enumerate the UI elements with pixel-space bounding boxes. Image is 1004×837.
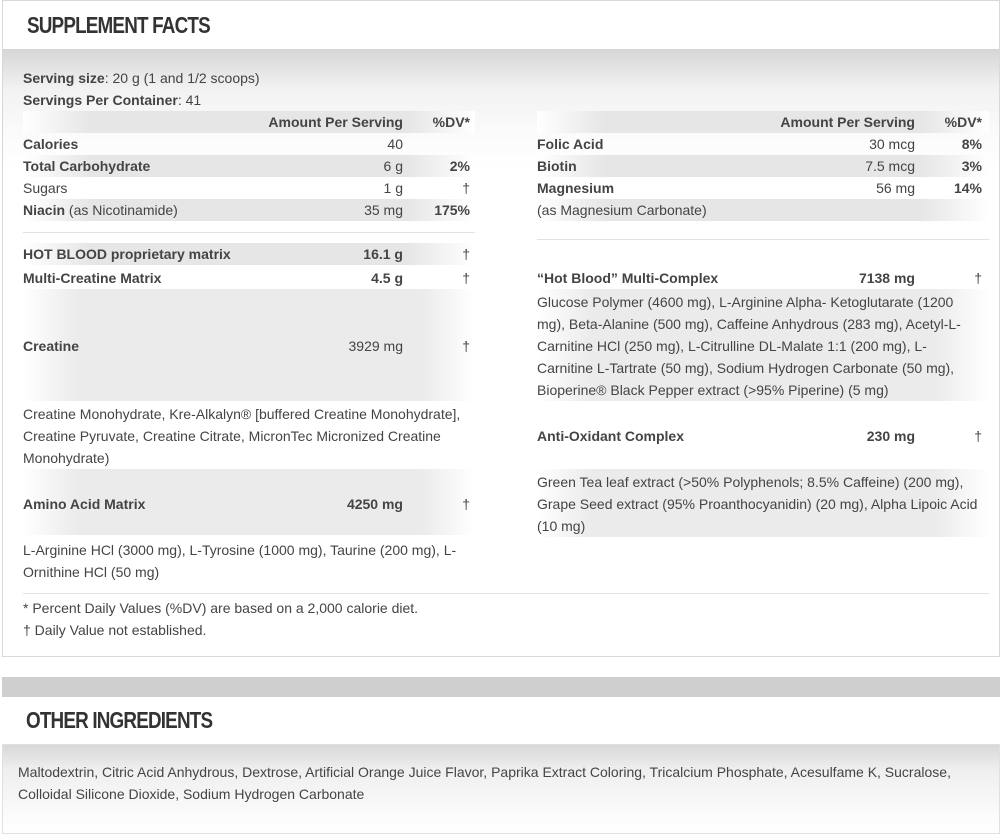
amino-amount: 4250 mg	[346, 496, 403, 512]
other-ingredients-header	[2, 697, 1000, 744]
amino-name: Amino Acid Matrix	[23, 496, 146, 512]
serving-size-label: Serving size	[23, 70, 105, 86]
multi-creatine-dv: †	[462, 270, 470, 286]
row-amount: 56 mg	[876, 180, 915, 196]
row-name-main: Niacin	[23, 202, 66, 218]
row-dv: 8%	[961, 136, 982, 152]
row-dv: 175%	[434, 202, 470, 218]
right-col-dv-header: %DV*	[944, 114, 982, 130]
other-ingredients-title: OTHER INGREDIENTS	[26, 707, 213, 733]
antioxidant-dv: †	[974, 428, 982, 444]
multi-complex-name: “Hot Blood” Multi-Complex	[537, 270, 719, 286]
hot-blood-dv: †	[462, 246, 470, 262]
multi-complex-dv: †	[974, 270, 982, 286]
row-dv: 14%	[953, 180, 982, 196]
right-col-amount-header: Amount Per Serving	[780, 114, 915, 130]
row-name: Sugars	[23, 180, 68, 196]
left-col-amount-header: Amount Per Serving	[268, 114, 403, 130]
hot-blood-name: HOT BLOOD proprietary matrix	[23, 246, 231, 262]
antioxidant-amount: 230 mg	[866, 428, 915, 444]
row-name: Biotin	[537, 158, 577, 174]
other-ingredients-text: Maltodextrin, Citric Acid Anhydrous, Dextrose, Artificial Orange Juice Flavor, Paprika Extract Coloring, Tricalcium Phosphate, Acesulfame K, Sucralose, Colloidal Silicone Dioxide, Sodium Hydrogen Carbonate	[18, 764, 951, 802]
left-col-dv-header: %DV*	[432, 114, 470, 130]
row-amount: 1 g	[383, 180, 403, 196]
serving-size-value: : 20 g (1 and 1/2 scoops)	[104, 70, 260, 86]
amino-description: L-Arginine HCl (3000 mg), L-Tyrosine (1000 mg), Taurine (200 mg), L-Ornithine HCl (50 mg)	[23, 542, 457, 580]
separator	[537, 239, 989, 240]
row-name: Calories	[23, 136, 79, 152]
supplement-facts-body	[3, 49, 999, 656]
footnote-dagger: † Daily Value not established.	[23, 622, 207, 638]
row-name: Folic Acid	[537, 136, 604, 152]
servings-label: Servings Per Container	[23, 92, 178, 108]
footnote-separator	[23, 593, 989, 594]
creatine-name: Creatine	[23, 338, 80, 354]
supplement-facts-panel	[2, 0, 1000, 657]
serving-size	[23, 67, 260, 89]
footnote-dv: * Percent Daily Values (%DV) are based on a 2,000 calorie diet.	[23, 600, 419, 616]
creatine-dv: †	[462, 338, 470, 354]
row-amount: 40	[387, 136, 403, 152]
row-name	[23, 199, 178, 221]
multi-creatine-amount: 4.5 g	[371, 270, 403, 286]
creatine-amount: 3929 mg	[348, 338, 403, 354]
supplement-facts-title: SUPPLEMENT FACTS	[27, 12, 210, 38]
separator	[23, 232, 475, 233]
multi-creatine-name: Multi-Creatine Matrix	[23, 270, 162, 286]
section-divider	[2, 677, 1000, 697]
row-amount: 7.5 mcg	[865, 158, 915, 174]
servings-value: : 41	[177, 92, 202, 108]
row-band	[537, 155, 989, 177]
creatine-description: Creatine Monohydrate, Kre-Alkalyn® [buffered Creatine Monohydrate], Creatine Pyruvate, Creatine Citrate, MicronTec Micronized Creatine Monohydrate)	[23, 406, 461, 466]
row-amount: 30 mcg	[869, 136, 915, 152]
creatine-block	[23, 289, 475, 401]
row-name: (as Magnesium Carbonate)	[537, 202, 707, 218]
other-ingredients-body	[2, 744, 1000, 834]
row-name: Magnesium	[537, 180, 615, 196]
servings-per-container	[23, 89, 201, 111]
antioxidant-name: Anti-Oxidant Complex	[537, 428, 685, 444]
row-dv: †	[462, 180, 470, 196]
multi-complex-amount: 7138 mg	[858, 270, 915, 286]
row-name-suffix: (as Nicotinamide)	[65, 202, 178, 218]
row-dv: 2%	[449, 158, 470, 174]
row-dv: 3%	[961, 158, 982, 174]
row-amount: 6 g	[383, 158, 403, 174]
multi-complex-description: Glucose Polymer (4600 mg), L-Arginine Alpha- Ketoglutarate (1200 mg), Beta-Alanine (500 mg), Caffeine Anhydrous (283 mg), Acetyl-L-Carnitine HCl (250 mg), L-Citrulline DL-Malate 1:1 (200 mg), L-Carnitine L-Tartrate (50 mg), Sodium Hydrogen Carbonate (50 mg), Bioperine® Black Pepper extract (>95% Piperine) (5 mg)	[537, 294, 961, 398]
row-name: Total Carbohydrate	[23, 158, 151, 174]
amino-dv: †	[462, 496, 470, 512]
hot-blood-amount: 16.1 g	[363, 246, 403, 262]
row-amount: 35 mg	[364, 202, 403, 218]
supplement-facts-header	[3, 1, 999, 49]
antioxidant-description: Green Tea leaf extract (>50% Polyphenols; 8.5% Caffeine) (200 mg), Grape Seed extract (95% Proanthocyanidin) (20 mg), Alpha Lipoic Acid (10 mg)	[537, 474, 978, 534]
